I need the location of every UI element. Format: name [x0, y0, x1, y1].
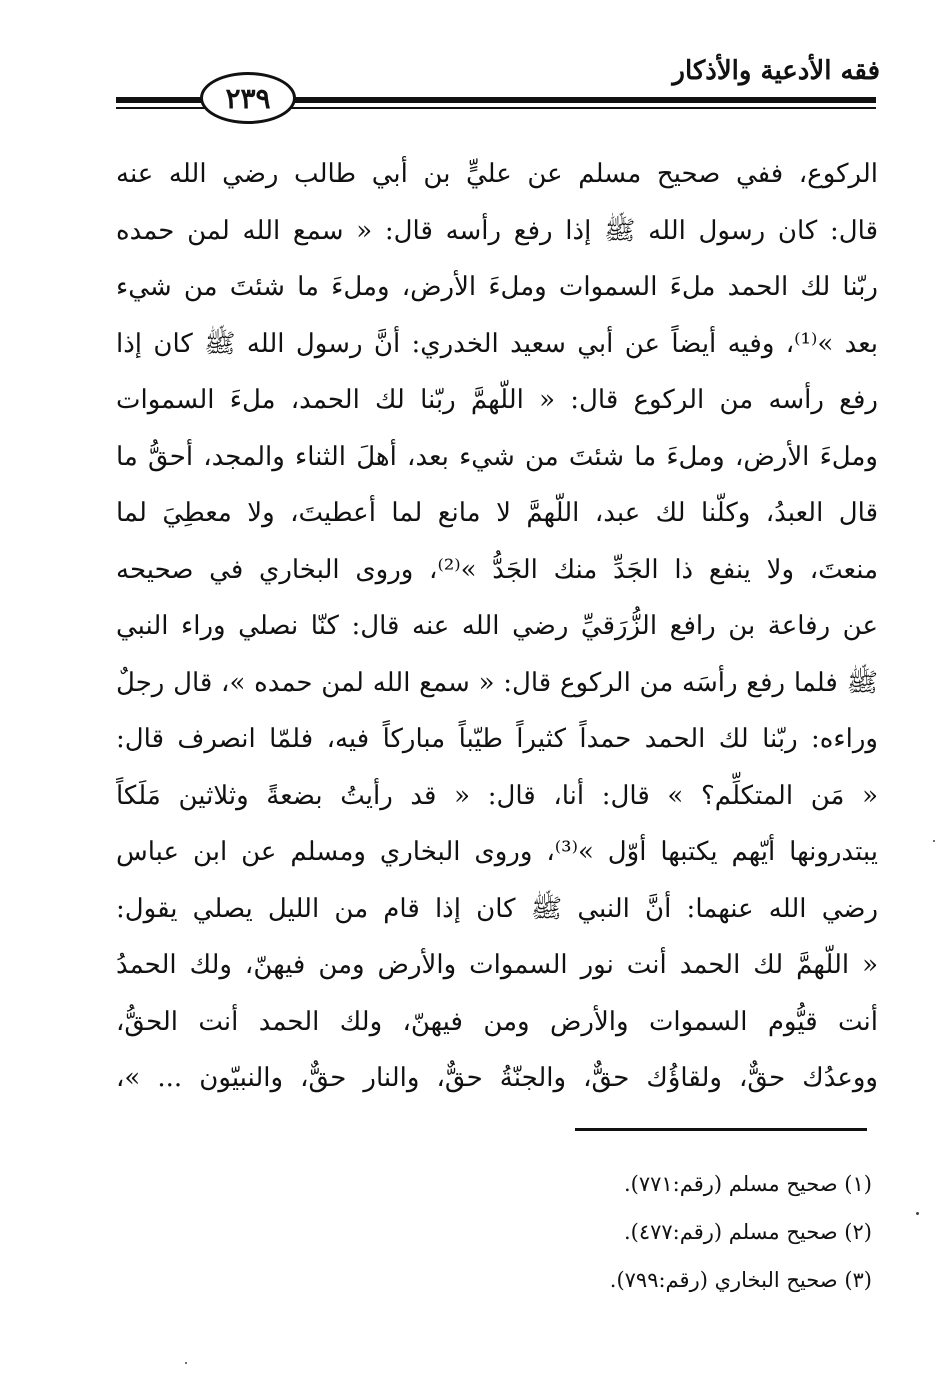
text-line: منعتَ، ولا ينفع ذا الجَدِّ منك الجَدُّ »⁽²⁾، وروى البخاري في صحيحه — [116, 554, 878, 585]
main-text-block — [116, 146, 878, 1107]
text-line: ﷺ فلما رفع رأسَه من الركوع قال: « سمع الله لمن حمده »، قال رجلٌ — [116, 667, 878, 698]
text-line: عن رفاعة بن رافع الزُّرَقيِّ رضي الله عنه قال: كنّا نصلي وراء النبي — [116, 611, 878, 641]
text-line: رضي الله عنهما: أنَّ النبي ﷺ كان إذا قام من الليل يصلي يقول: — [116, 893, 878, 924]
text-line: وراءه: ربّنا لك الحمد حمداً كثيراً طيّباً مباركاً فيه، فلمّا انصرف قال: — [116, 724, 878, 754]
scan-speck — [916, 1212, 919, 1215]
text-line: رفع رأسه من الركوع قال: « اللّهمَّ ربّنا لك الحمد، ملءَ السموات — [116, 385, 878, 415]
text-line: ووعدُك حقٌّ، ولقاؤُك حقٌّ، والجنّةُ حقٌّ، والنار حقٌّ، والنبيّون ... »، — [116, 1063, 878, 1093]
footnote-2: (٢) صحيح مسلم (رقم:٤٧٧). — [623, 1220, 872, 1244]
text-line: يبتدرونها أيّهم يكتبها أوّل »⁽³⁾، وروى البخاري ومسلم عن ابن عباس — [116, 837, 878, 867]
text-line: وملءَ الأرض، وملءَ ما شئتَ من شيء بعد، أهلَ الثناء والمجد، أحقُّ ما — [116, 441, 878, 472]
scan-speck — [185, 1362, 187, 1364]
footnotes-block — [372, 1160, 872, 1304]
text-line: « مَن المتكلِّم؟ » قال: أنا، قال: « قد رأيتُ بضعةً وثلاثين مَلَكاً — [116, 780, 878, 811]
footnote-3: (٣) صحيح البخاري (رقم:٧٩٩). — [609, 1268, 872, 1292]
page-number: ٢٣٩ — [200, 72, 296, 124]
text-line: ربّنا لك الحمد ملءَ السموات وملءَ الأرض، وملءَ ما شئتَ من شيء — [116, 272, 878, 302]
running-header-title: فقه الأدعية والأذكار — [672, 56, 880, 86]
text-line: قال: كان رسول الله ﷺ إذا رفع رأسه قال: « سمع الله لمن حمده — [116, 215, 878, 246]
scan-speck — [933, 840, 935, 842]
text-line: « اللّهمَّ لك الحمد أنت نور السموات والأرض ومن فيهنّ، ولك الحمدُ — [116, 950, 878, 980]
text-line: بعد »⁽¹⁾، وفيه أيضاً عن أبي سعيد الخدري: أنَّ رسول الله ﷺ كان إذا — [116, 328, 878, 359]
footnote-separator — [575, 1128, 867, 1131]
text-line: قال العبدُ، وكلّنا لك عبد، اللّهمَّ لا مانع لما أعطيتَ، ولا معطِيَ لما — [116, 498, 878, 528]
text-line: الركوع، ففي صحيح مسلم عن عليٍّ بن أبي طالب رضي الله عنه — [116, 159, 878, 189]
footnote-1: (١) صحيح مسلم (رقم:٧٧١). — [623, 1172, 872, 1196]
text-line: أنت قيُّوم السموات والأرض ومن فيهنّ، ولك الحمد أنت الحقُّ، — [116, 1006, 878, 1037]
